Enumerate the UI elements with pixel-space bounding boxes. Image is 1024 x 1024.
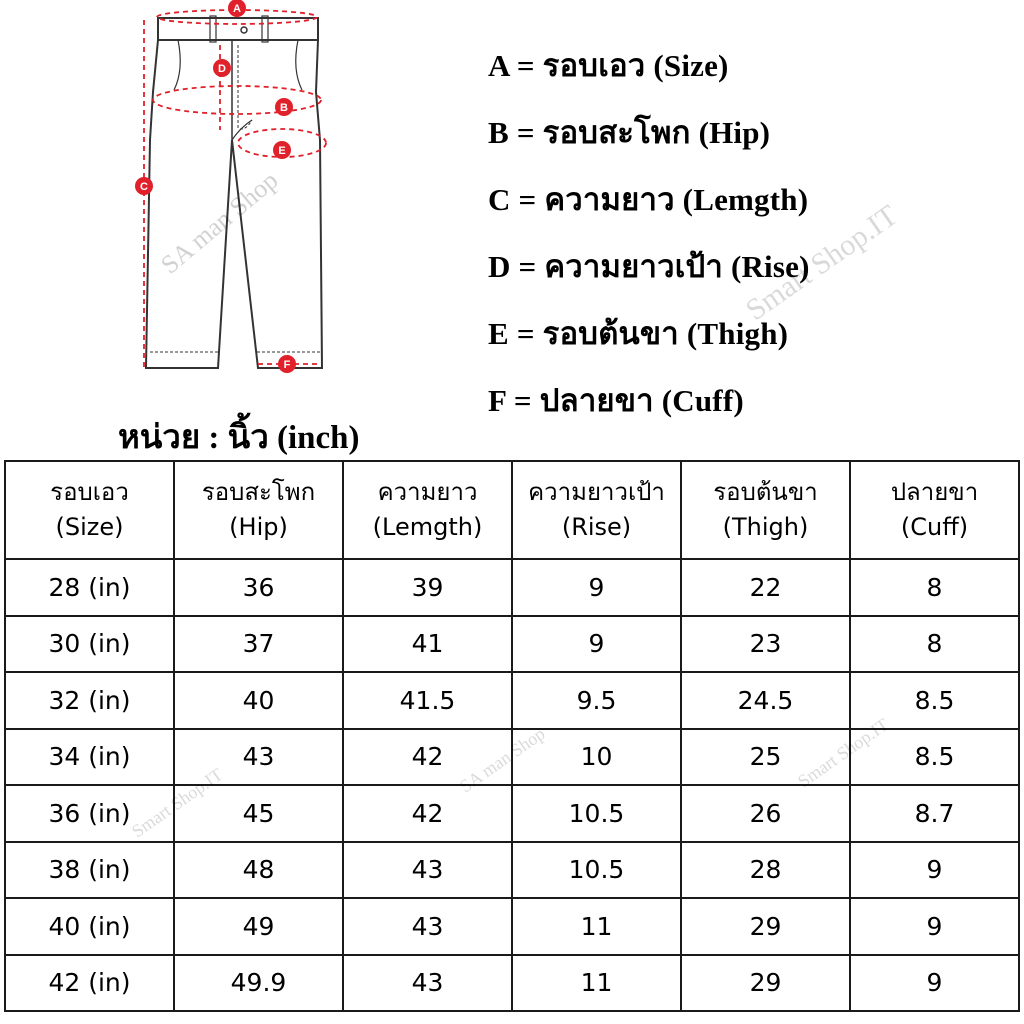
cell-size: 28 (in) <box>5 559 174 616</box>
cell-length: 43 <box>343 842 512 899</box>
cell-size: 38 (in) <box>5 842 174 899</box>
table-row <box>5 955 1019 1012</box>
cell-size: 32 (in) <box>5 672 174 729</box>
cell-cuff: 8 <box>850 616 1019 673</box>
cell-hip: 37 <box>174 616 343 673</box>
cell-thigh: 25 <box>681 729 850 786</box>
table-row <box>5 672 1019 729</box>
header-thigh: รอบต้นขา (Thigh) <box>681 461 850 559</box>
cell-hip: 40 <box>174 672 343 729</box>
legend-f: F = ปลายขา (Cuff) <box>488 383 744 418</box>
cell-hip: 36 <box>174 559 343 616</box>
cell-cuff: 9 <box>850 955 1019 1012</box>
cell-cuff: 8 <box>850 559 1019 616</box>
table-row <box>5 559 1019 616</box>
cell-length: 43 <box>343 898 512 955</box>
cell-thigh: 26 <box>681 785 850 842</box>
measurement-legend <box>488 38 810 440</box>
legend-e: E = รอบต้นขา (Thigh) <box>488 316 789 351</box>
cell-thigh: 29 <box>681 955 850 1012</box>
marker-a-label: A <box>233 3 241 15</box>
table-watermark-1: Smart Shop.IT <box>128 764 227 842</box>
cell-hip: 49.9 <box>174 955 343 1012</box>
table-header-row <box>5 461 1019 559</box>
cell-rise: 9 <box>512 616 681 673</box>
cell-thigh: 23 <box>681 616 850 673</box>
cell-rise: 9 <box>512 559 681 616</box>
table-row <box>5 898 1019 955</box>
cell-rise: 11 <box>512 955 681 1012</box>
cell-size: 34 (in) <box>5 729 174 786</box>
marker-c-label: C <box>140 181 148 193</box>
table-row <box>5 616 1019 673</box>
cell-length: 42 <box>343 785 512 842</box>
table-row <box>5 729 1019 786</box>
cell-thigh: 28 <box>681 842 850 899</box>
size-table <box>4 460 1020 1012</box>
cell-size: 40 (in) <box>5 898 174 955</box>
cell-rise: 10.5 <box>512 785 681 842</box>
marker-d-label: D <box>218 63 226 75</box>
cell-hip: 48 <box>174 842 343 899</box>
marker-b-label: B <box>280 102 288 114</box>
table-watermark-2: SA man Shop <box>456 723 549 797</box>
cell-cuff: 9 <box>850 898 1019 955</box>
cell-hip: 45 <box>174 785 343 842</box>
legend-d: D = ความยาวเป้า (Rise) <box>488 249 810 284</box>
header-cuff: ปลายขา (Cuff) <box>850 461 1019 559</box>
cell-rise: 11 <box>512 898 681 955</box>
table-row <box>5 842 1019 899</box>
cell-length: 41 <box>343 616 512 673</box>
legend-watermark: Smart Shop.IT <box>740 198 904 328</box>
cell-size: 30 (in) <box>5 616 174 673</box>
header-hip: รอบสะโพก (Hip) <box>174 461 343 559</box>
diagram-watermark: SA man Shop <box>155 165 284 280</box>
unit-label: หน่วย : นิ้ว (inch) <box>118 420 360 456</box>
cell-cuff: 8.5 <box>850 729 1019 786</box>
header-rise: ความยาวเป้า (Rise) <box>512 461 681 559</box>
cell-hip: 49 <box>174 898 343 955</box>
legend-c: C = ความยาว (Lemgth) <box>488 182 809 217</box>
table-row <box>5 785 1019 842</box>
cell-hip: 43 <box>174 729 343 786</box>
cell-cuff: 8.5 <box>850 672 1019 729</box>
table-watermark-3: Smart Shop.IT <box>794 714 893 792</box>
cell-thigh: 29 <box>681 898 850 955</box>
cell-length: 39 <box>343 559 512 616</box>
cell-rise: 10.5 <box>512 842 681 899</box>
cell-thigh: 22 <box>681 559 850 616</box>
measurement-lines <box>144 10 326 368</box>
header-length: ความยาว (Lemgth) <box>343 461 512 559</box>
cell-cuff: 8.7 <box>850 785 1019 842</box>
legend-a: A = รอบเอว (Size) <box>488 48 729 83</box>
cell-size: 36 (in) <box>5 785 174 842</box>
cell-length: 42 <box>343 729 512 786</box>
header-size: รอบเอว (Size) <box>5 461 174 559</box>
legend-b: B = รอบสะโพก (Hip) <box>488 115 771 150</box>
cell-length: 41.5 <box>343 672 512 729</box>
cell-rise: 9.5 <box>512 672 681 729</box>
cell-cuff: 9 <box>850 842 1019 899</box>
cell-thigh: 24.5 <box>681 672 850 729</box>
pants-measurement-diagram <box>0 0 440 400</box>
marker-e-label: E <box>278 145 286 157</box>
marker-f-label: F <box>283 359 291 371</box>
cell-rise: 10 <box>512 729 681 786</box>
cell-size: 42 (in) <box>5 955 174 1012</box>
cell-length: 43 <box>343 955 512 1012</box>
